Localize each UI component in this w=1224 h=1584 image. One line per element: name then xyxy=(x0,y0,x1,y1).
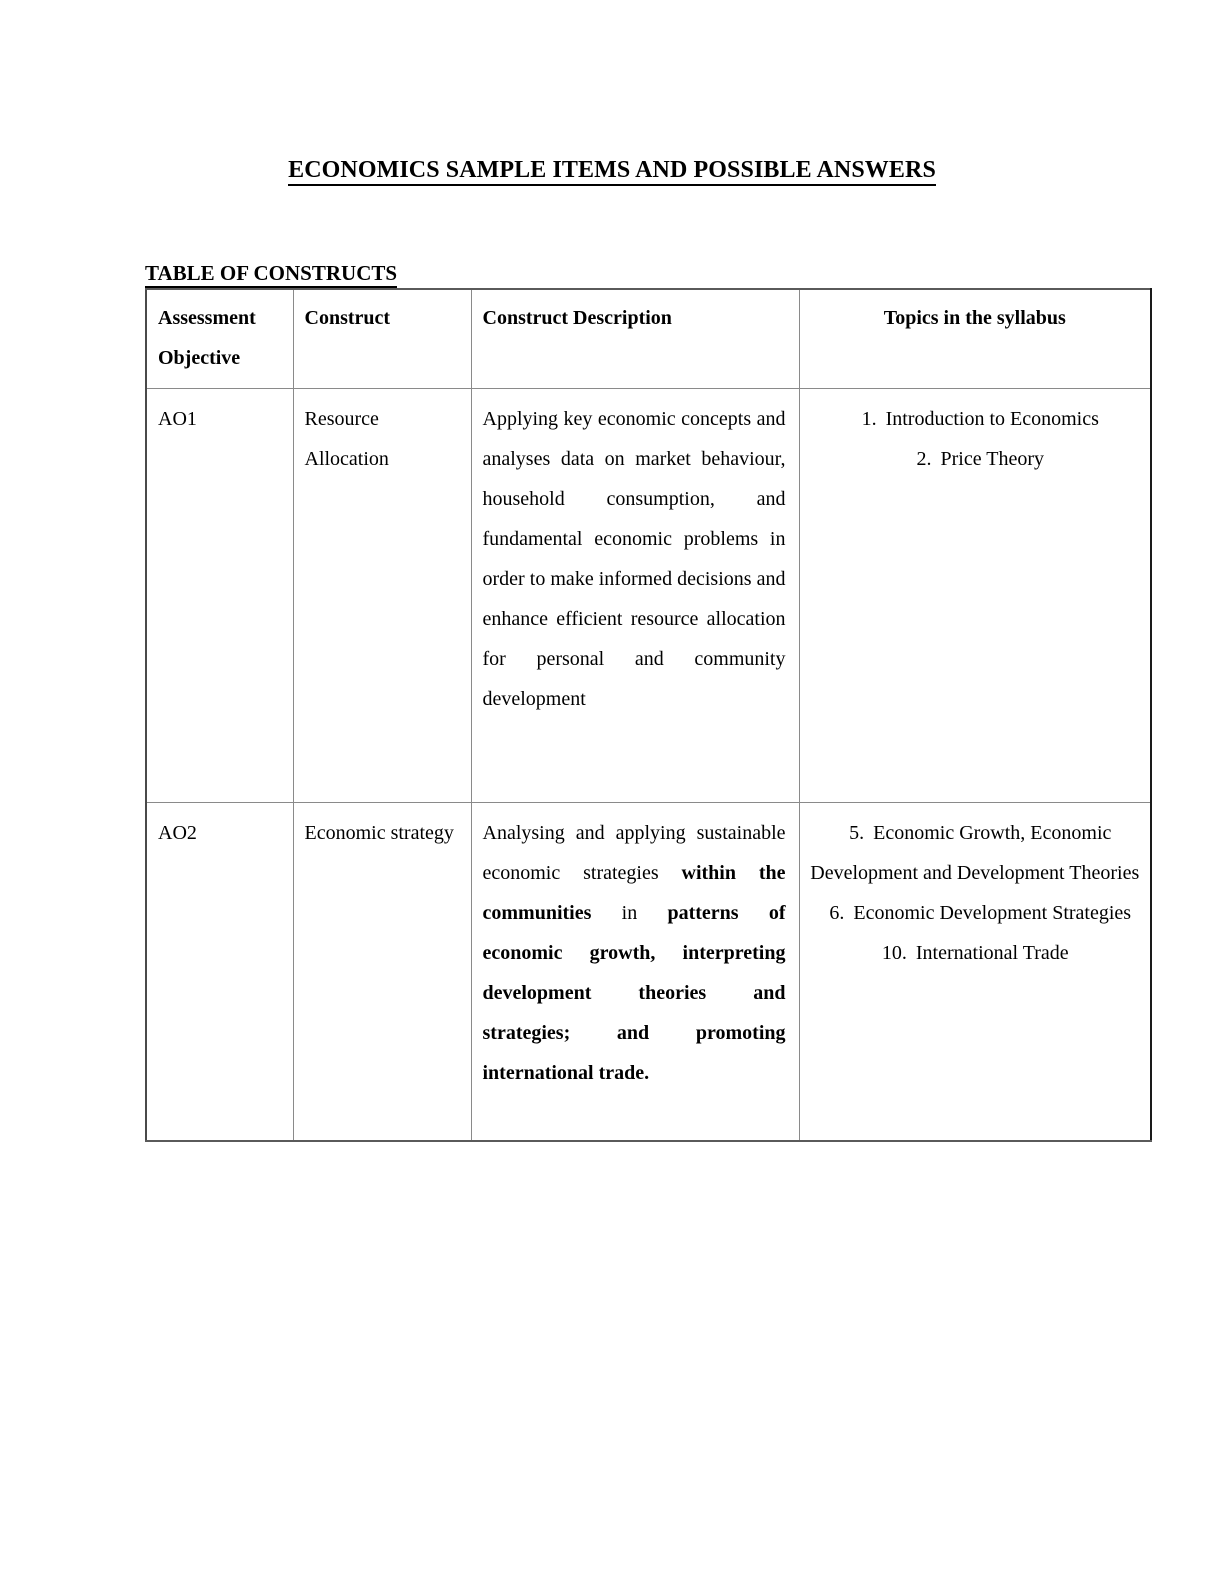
cell-topics-2 xyxy=(799,803,1151,1142)
section-heading xyxy=(145,261,397,286)
header-label-topics: Topics in the syllabus xyxy=(883,307,1066,329)
header-label-construct-description: Construct Description xyxy=(482,307,672,329)
cell-construct-2 xyxy=(293,803,471,1142)
topic-number: 10. xyxy=(881,942,907,964)
cell-description-2 xyxy=(471,803,799,1142)
header-cell-construct-description xyxy=(471,289,799,389)
topic-item xyxy=(804,933,1147,973)
topic-number: 1. xyxy=(861,408,877,430)
description-text-2 xyxy=(472,803,799,1103)
description-run-1: within the communities xyxy=(482,862,786,924)
topic-label: Economic Development Strategies xyxy=(853,902,1132,924)
page-title-text: ECONOMICS SAMPLE ITEMS AND POSSIBLE ANSWERS xyxy=(288,157,936,186)
section-heading-text: TABLE OF CONSTRUCTS xyxy=(145,261,397,288)
table-header-row xyxy=(146,289,1151,389)
topics-list-2 xyxy=(800,803,1151,983)
ao-label-1: AO1 xyxy=(158,408,197,430)
topic-label: Economic Growth, Economic Development and Development Theories xyxy=(810,822,1140,884)
cell-topics-1 xyxy=(799,389,1151,803)
topic-item xyxy=(804,813,1147,893)
topics-list-1 xyxy=(800,389,1151,489)
page-title xyxy=(0,156,1224,185)
table-row xyxy=(146,389,1151,803)
description-run-2: in xyxy=(621,902,668,924)
topic-item xyxy=(804,439,1147,479)
topic-label: Introduction to Economics xyxy=(885,408,1099,430)
constructs-table xyxy=(145,288,1152,1142)
topic-label: Price Theory xyxy=(940,448,1044,470)
header-label-construct: Construct xyxy=(304,307,391,329)
header-label-assessment-objective: Assessment Objective xyxy=(158,307,256,369)
cell-ao-2 xyxy=(146,803,293,1142)
header-cell-topics xyxy=(799,289,1151,389)
description-run-3: patterns of economic growth, interpreting development theories and strategies; and promoting international trade. xyxy=(482,902,786,1084)
header-cell-construct xyxy=(293,289,471,389)
topic-number: 6. xyxy=(829,902,845,924)
construct-label-2: Economic strategy xyxy=(304,822,454,844)
description-run-0: Analysing and applying sustainable economic strategies xyxy=(482,822,786,884)
topic-item xyxy=(804,893,1147,933)
cell-description-1 xyxy=(471,389,799,803)
ao-label-2: AO2 xyxy=(158,822,197,844)
table-row xyxy=(146,803,1151,1142)
topic-label: International Trade xyxy=(915,942,1069,964)
header-cell-assessment-objective xyxy=(146,289,293,389)
description-run-0: Applying key economic concepts and analyses data on market behaviour, household consumption, and fundamental economic problems in order to make informed decisions and enhance efficient resource allocation for personal and community development xyxy=(482,408,786,710)
cell-construct-1 xyxy=(293,389,471,803)
topic-item xyxy=(804,399,1147,439)
cell-ao-1 xyxy=(146,389,293,803)
construct-label-1: Resource Allocation xyxy=(304,408,389,470)
topic-number: 5. xyxy=(849,822,865,844)
description-text-1 xyxy=(472,389,799,729)
topic-number: 2. xyxy=(916,448,932,470)
